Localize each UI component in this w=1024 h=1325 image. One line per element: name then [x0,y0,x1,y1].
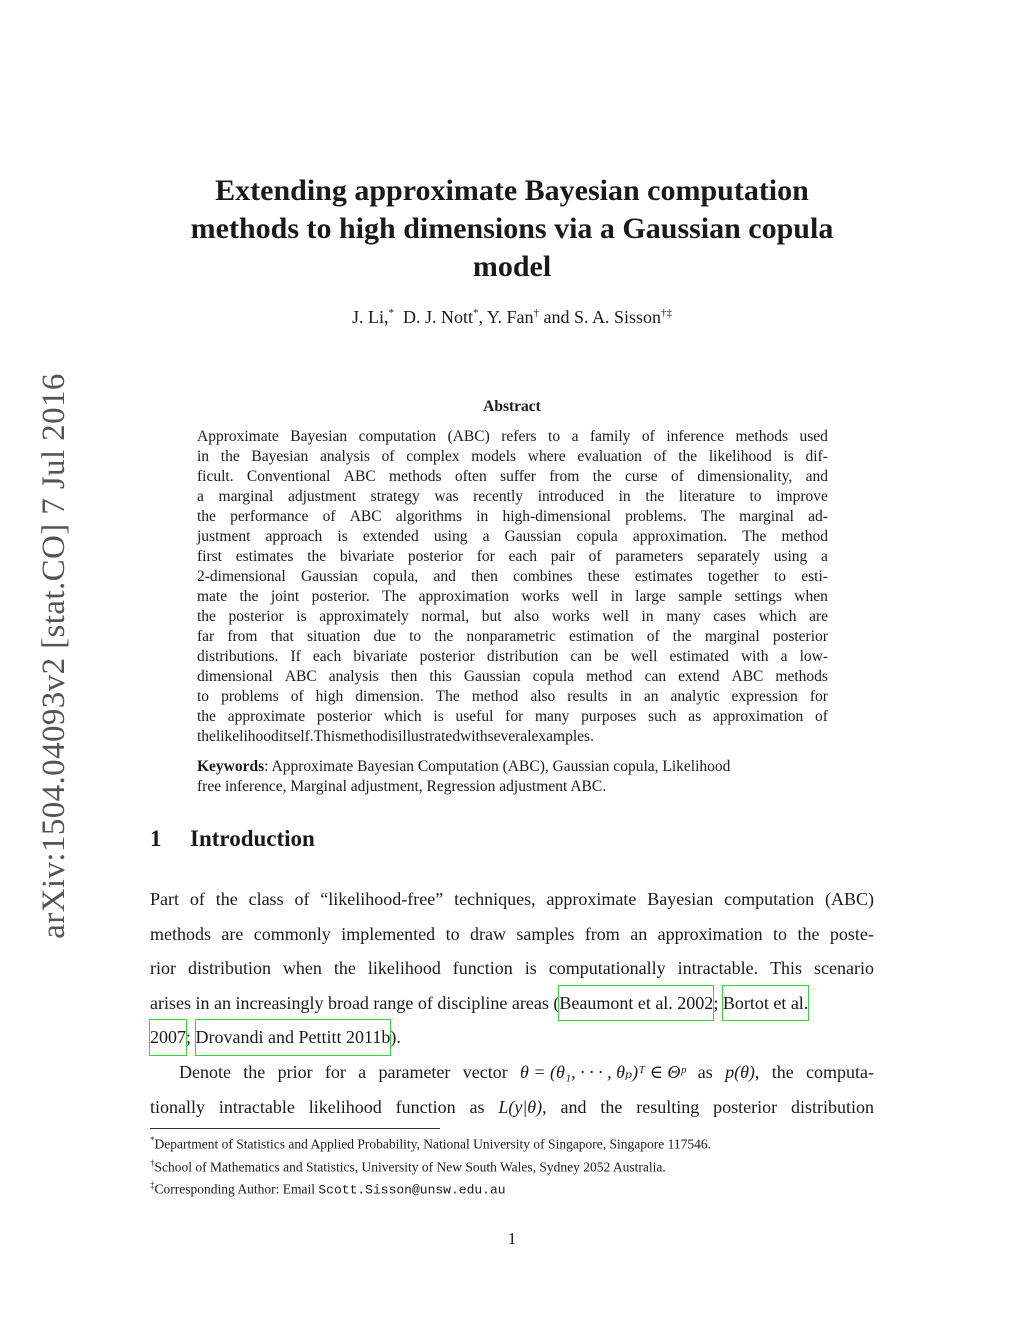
citation-link-beaumont[interactable]: Beaumont et al. 2002 [559,986,713,1021]
abstract-body [197,427,828,747]
body-line: 2007 ; Drovandi and Pettitt 2011b ). [150,1020,874,1055]
abstract-line: distributions. If each bivariate posterior distribution can be well estimated with a low- [197,648,828,665]
footnote-divider [150,1128,440,1129]
keywords-label: Keywords [197,758,265,775]
author-li: J. Li, [351,307,389,327]
section-title: Introduction [190,826,315,851]
body-line: rior distribution when the likelihood function is computationally intractable. This scenario [150,958,874,979]
math-expression: L(y|θ) [498,1096,543,1117]
citation-link-drovandi[interactable]: Drovandi and Pettitt 2011b [196,1020,391,1055]
footnote: †School of Mathematics and Statistics, University of New South Wales, Sydney 2052 Australia. [150,1157,666,1174]
author-affiliation-mark: * [388,307,394,319]
paper-title [120,172,904,286]
body-line: Part of the class of “likelihood-free” techniques, approximate Bayesian computation (ABC) [150,889,874,909]
abstract-line: the posterior is approximately normal, but also works well in many cases which are [197,608,828,625]
title-line: Extending approximate Bayesian computation [215,174,809,207]
body-line: tionally intractable likelihood function as L(y|θ), and the resulting posterior distribution [150,1096,874,1117]
footnote: ‡Corresponding Author: Email Scott.Sisson@unsw.edu.au [150,1180,506,1198]
author-affiliation-mark: * [472,307,479,319]
email-link[interactable]: Scott.Sisson@unsw.edu.au [318,1182,506,1198]
abstract-line: the performance of ABC algorithms in high-dimensional problems. The marginal ad- [197,508,828,525]
author-affiliation-mark: † [533,307,539,319]
abstract-line: to problems of high dimension. The method also results in an analytic expression for [197,688,828,705]
author-nott: D. J. Nott [402,307,473,327]
abstract-line: a marginal adjustment strategy was recently introduced in the literature to improve [197,488,828,505]
abstract-line: the likelihood itself. This method is illustrated with several examples. [197,728,594,745]
footnotes [150,1131,874,1200]
math-expression: p(θ) [725,1061,755,1082]
abstract-line: dimensional ABC analysis then this Gaussian copula method can extend ABC methods [197,668,828,685]
body-line: arises in an increasingly broad range of discipline areas ( Beaumont et al. 2002 ; Bortot et al. [150,986,874,1021]
abstract-line: ficult. Conventional ABC methods often suffer from the curse of dimensionality, and [197,468,828,485]
page-number: 1 [507,1229,517,1248]
keywords-block [197,757,828,797]
citation-link-bortot-year[interactable]: 2007 [150,1020,186,1055]
title-line: methods to high dimensions via a Gaussian copula [190,212,834,245]
abstract-line: 2-dimensional Gaussian copula, and then combines these estimates together to esti- [197,568,828,585]
abstract-line: first estimates the bivariate posterior for each pair of parameters separately using a [197,548,828,565]
body-line: methods are commonly implemented to draw samples from an approximation to the poste- [150,923,874,944]
section-number: 1 [150,826,162,851]
author-fan: , Y. Fan [478,307,534,327]
abstract-line: the approximate posterior which is useful for many purposes such as approximation of [197,708,828,725]
body-line: Denote the prior for a parameter vector θ = (θ₁, · · · , θₚ)ᵀ ∈ Θᵖ as p(θ), the computa- [179,1061,874,1082]
keywords-line: : Approximate Bayesian Computation (ABC), Gaussian copula, Likelihood [264,758,731,775]
keywords-line: free inference, Marginal adjustment, Regression adjustment ABC. [197,778,607,795]
abstract-line: in the Bayesian analysis of complex models where evaluation of the likelihood is dif- [197,448,828,465]
arxiv-identifier-stamp: arXiv:1504.04093v2 [stat.CO] 7 Jul 2016 [36,373,72,939]
abstract-line: justment approach is extended using a Gaussian copula approximation. The method [197,528,828,545]
title-line: model [472,250,552,283]
author-list [150,307,874,328]
math-expression: θ = (θ₁, · · · , θₚ)ᵀ ∈ Θᵖ [520,1061,686,1082]
citation-link-bortot[interactable]: Bortot et al. [723,986,808,1021]
abstract-line: mate the joint posterior. The approximation works well in large sample settings when [197,588,828,605]
author-sisson: and S. A. Sisson [539,307,662,327]
section-heading [150,826,315,852]
abstract-heading: Abstract [483,398,541,415]
abstract-line: far from that situation due to the nonparametric estimation of the marginal posterior [197,628,828,645]
abstract-line: Approximate Bayesian computation (ABC) refers to a family of inference methods used [197,428,828,445]
body-text [150,882,874,1124]
author-affiliation-mark: †‡ [661,307,673,319]
footnote: *Department of Statistics and Applied Probability, National University of Singapore, Singapore 117546. [150,1135,712,1152]
